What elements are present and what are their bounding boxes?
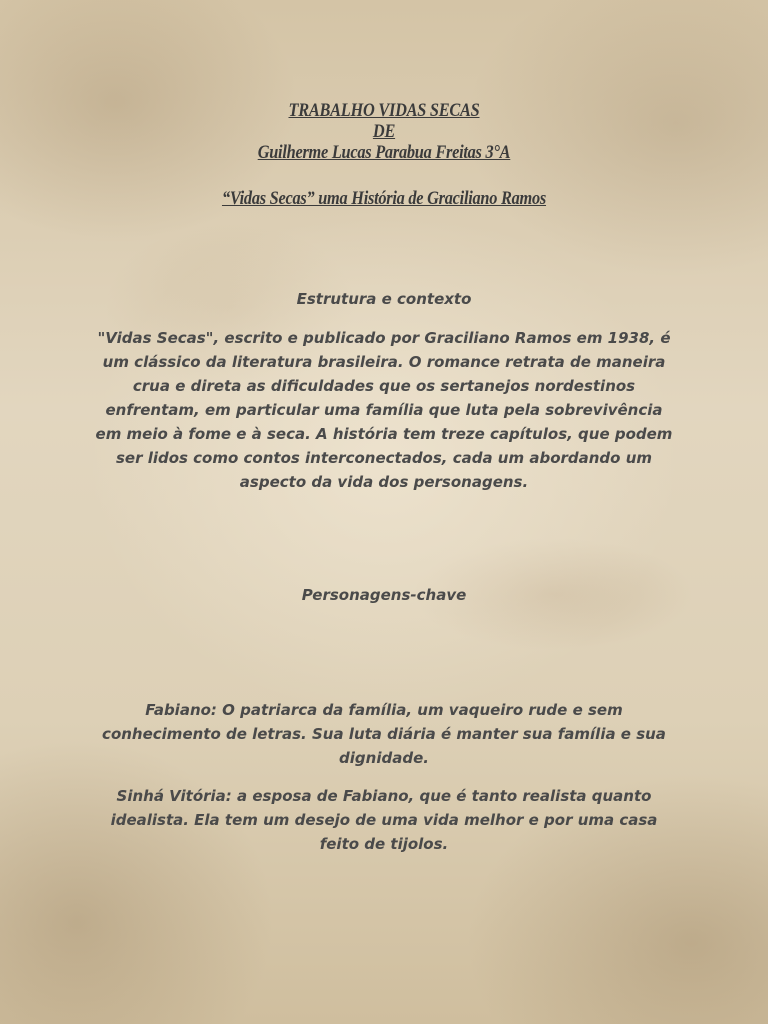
document-header bbox=[54, 100, 714, 209]
document-title: TRABALHO VIDAS SECAS bbox=[288, 100, 480, 121]
paragraph-structure: "Vidas Secas", escrito e publicado por Graciliano Ramos em 1938, é um clássico da literatura brasileira. O romance retrata de maneira crua e direta as dificuldades que os sertanejos nordestinos enfrentam, em particular uma família que luta pela sobrevivência em meio à fome e à seca. A história tem treze capítulos, que podem ser lidos como contos interconectados, cada um abordando um aspecto da vida dos personagens. bbox=[95, 329, 673, 491]
paragraph-fabiano: Fabiano: O patriarca da família, um vaqueiro rude e sem conhecimento de letras. Sua luta diária é manter sua família e sua dignidade. bbox=[102, 701, 666, 767]
paragraph-sinha-vitoria: Sinhá Vitória: a esposa de Fabiano, que é tanto realista quanto idealista. Ela tem um desejo de uma vida melhor e por uma casa feito de tijolos. bbox=[110, 787, 658, 853]
section-heading-structure: Estrutura e contexto bbox=[296, 290, 472, 308]
document-author: Guilherme Lucas Parabua Freitas 3°A bbox=[257, 142, 511, 163]
section-heading-characters: Personagens-chave bbox=[301, 586, 467, 604]
document-de-label: DE bbox=[372, 121, 396, 142]
document-subtitle: “Vidas Secas” uma História de Graciliano Ramos bbox=[221, 188, 547, 209]
